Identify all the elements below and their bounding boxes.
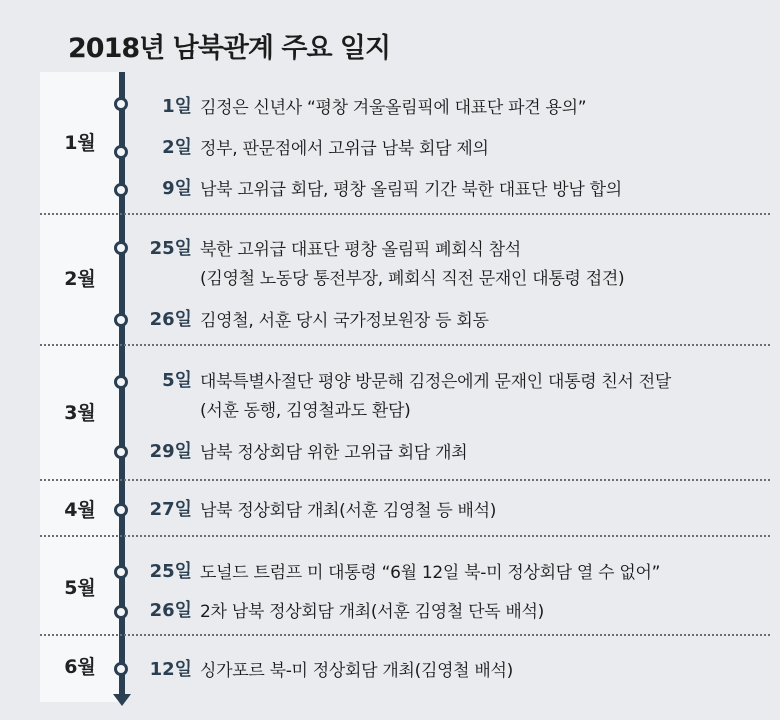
- page-title: 2018년 남북관계 주요 일지: [68, 33, 391, 64]
- timeline-dot-icon: [114, 145, 128, 159]
- event-text: 정부, 판문점에서 고위급 남북 회담 제의: [200, 139, 489, 159]
- event-day: 29일: [149, 441, 192, 462]
- event-text: 남북 정상회담 위한 고위급 회담 개최: [200, 443, 468, 463]
- event-day: 5일: [162, 370, 192, 391]
- month-divider: [40, 535, 770, 537]
- event-day: 27일: [149, 499, 192, 520]
- timeline-dot-icon: [114, 605, 128, 619]
- event-text: 싱가포르 북-미 정상회담 개최(김영철 배석): [200, 661, 513, 681]
- month-column: [40, 72, 120, 702]
- event-day: 25일: [149, 238, 192, 259]
- event-text-detail: (김영철 노동당 통전부장, 폐회식 직전 문재인 대통령 접견): [200, 269, 625, 289]
- event-day: 1일: [162, 96, 192, 117]
- month-divider: [40, 213, 770, 215]
- month-label: 3월: [64, 402, 96, 424]
- timeline-dot-icon: [114, 313, 128, 327]
- event-text: 김정은 신년사 “평창 겨울올림픽에 대표단 파견 용의”: [200, 98, 587, 118]
- month-label: 6월: [64, 656, 96, 678]
- timeline-dot-icon: [114, 97, 128, 111]
- timeline-dot-icon: [114, 445, 128, 459]
- timeline-dot-icon: [114, 241, 128, 255]
- timeline-dot-icon: [114, 565, 128, 579]
- event-day: 12일: [149, 659, 192, 680]
- event-text: 남북 정상회담 개최(서훈 김영철 등 배석): [200, 501, 497, 521]
- month-divider: [40, 344, 770, 346]
- event-day: 9일: [162, 178, 192, 199]
- event-day: 25일: [149, 561, 192, 582]
- month-label: 1월: [64, 132, 96, 154]
- event-text: 남북 고위급 회담, 평창 올림픽 기간 북한 대표단 방남 합의: [200, 180, 622, 200]
- month-divider: [40, 634, 770, 636]
- event-day: 26일: [149, 309, 192, 330]
- event-day: 2일: [162, 137, 192, 158]
- event-text: 도널드 트럼프 미 대통령 “6월 12일 북-미 정상회담 열 수 없어”: [200, 563, 661, 583]
- timeline-dot-icon: [114, 375, 128, 389]
- month-label: 5월: [64, 577, 96, 599]
- timeline-dot-icon: [114, 183, 128, 197]
- event-day: 26일: [149, 600, 192, 621]
- timeline-arrow-icon: [113, 694, 131, 706]
- month-divider: [40, 479, 770, 481]
- timeline-dot-icon: [114, 503, 128, 517]
- event-text: 2차 남북 정상회담 개최(서훈 김영철 단독 배석): [200, 602, 544, 622]
- event-text: 대북특별사절단 평양 방문해 김정은에게 문재인 대통령 친서 전달: [200, 372, 672, 392]
- event-text: 김영철, 서훈 당시 국가정보원장 등 회동: [200, 311, 489, 331]
- month-label: 4월: [64, 499, 96, 521]
- event-text-detail: (서훈 동행, 김영철과도 환담): [200, 401, 411, 421]
- month-label: 2월: [64, 268, 96, 290]
- event-text: 북한 고위급 대표단 평창 올림픽 폐회식 참석: [200, 240, 521, 260]
- timeline-dot-icon: [114, 662, 128, 676]
